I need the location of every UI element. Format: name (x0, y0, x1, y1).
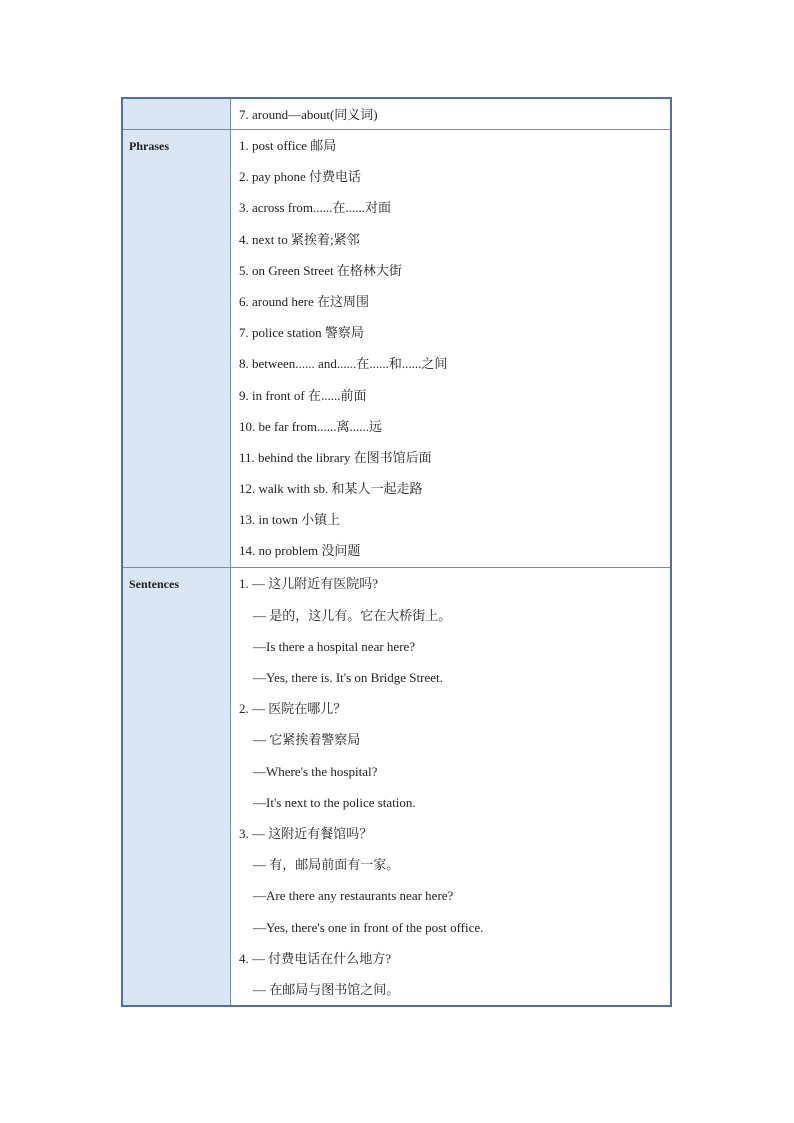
phrase-item: 1. post office 邮局 (239, 138, 337, 153)
sentence-question: 2. — 医院在哪儿？ (239, 701, 347, 717)
sentence-question: 4. — 付费电话在什么地方? (239, 950, 392, 966)
phrase-item: 2. pay phone 付费电话 (239, 169, 362, 185)
table-row-sentences (123, 567, 670, 1004)
sentences-label: Sentences (123, 568, 231, 1004)
sentence-line: —Yes, there's one in front of the post office. (253, 919, 484, 935)
sentence-question: 3. — 这附近有餐馆吗？ (239, 825, 373, 841)
sentence-line: —Where's the hospital? (253, 763, 378, 779)
phrase-item: 6. around here 在这周围 (239, 293, 369, 309)
phrases-list (231, 130, 670, 567)
sentences-list (231, 568, 670, 1004)
phrase-item: 11. behind the library 在图书馆后面 (239, 449, 432, 465)
synonym-cell (231, 99, 670, 129)
sentence-line: — 是的，这儿有。它在大桥街上。 (253, 607, 452, 623)
sentence-line: —Are there any restaurants near here? (253, 888, 454, 904)
sentence-line: — 在邮局与图书馆之间。 (253, 981, 400, 997)
sentence-line: — 它紧挨着警察局 (253, 732, 361, 748)
sentence-line: — 有，邮局前面有一家。 (253, 857, 400, 873)
phrase-item: 14. no problem 没问题 (239, 543, 361, 559)
row-label-empty (123, 99, 231, 129)
sentence-line: —It's next to the police station. (253, 794, 416, 810)
phrase-item: 12. walk with sb. 和某人一起走路 (239, 481, 423, 497)
table-row-synonym (123, 99, 670, 129)
sentence-question: 1. — 这儿附近有医院吗? (239, 576, 379, 592)
phrase-item: 8. between...... and......在......和......之间 (239, 356, 448, 372)
vocabulary-table (121, 97, 672, 1007)
phrase-item: 3. across from......在......对面 (239, 200, 392, 216)
phrases-label: Phrases (123, 130, 231, 567)
phrase-item: 9. in front of 在......前面 (239, 387, 367, 403)
phrase-item: 4. next to 紧挨着;紧邻 (239, 231, 360, 247)
sentence-line: —Yes, there is. It's on Bridge Street. (253, 670, 443, 685)
phrase-item: 13. in town 小镇上 (239, 512, 341, 528)
phrase-item: 10. be far from......离......远 (239, 418, 382, 434)
synonym-line: 7. around—about(同义词) (239, 107, 378, 122)
sentence-line: —Is there a hospital near here? (253, 638, 416, 654)
table-row-phrases (123, 129, 670, 567)
phrase-item: 5. on Green Street 在格林大街 (239, 262, 402, 278)
phrase-item: 7. police station 警察局 (239, 325, 364, 341)
